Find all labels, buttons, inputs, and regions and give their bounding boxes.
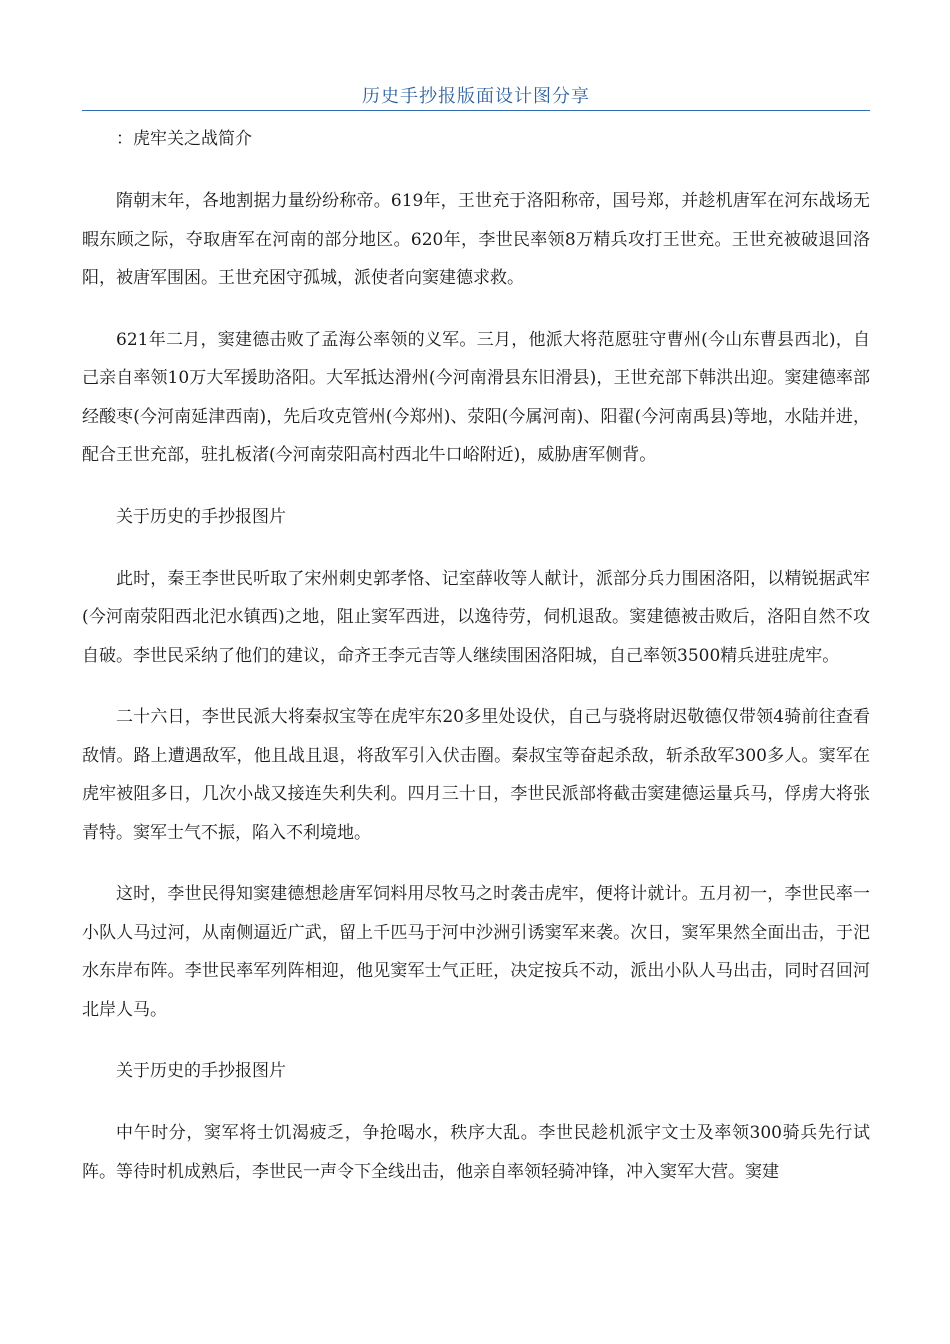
paragraph-6: 中午时分，窦军将士饥渴疲乏，争抢喝水，秩序大乱。李世民趁机派宇文士及率领300骑兵先行试阵。等待时机成熟后，李世民一声令下全线出击，他亲自率领轻骑冲锋，冲入窦军大营。窦建	[82, 1123, 870, 1182]
article-body	[82, 120, 870, 1214]
paragraph-5: 这时，李世民得知窦建德想趁唐军饲料用尽牧马之时袭击虎牢，便将计就计。五月初一，李世民率一小队人马过河，从南侧逼近广武，留上千匹马于河中沙洲引诱窦军来袭。次日，窦军果然全面出击，于汜水东岸布阵。李世民率军列阵相迎，他见窦军士气正旺，决定按兵不动，派出小队人马出击，同时召回河北岸人马。	[82, 884, 870, 1020]
paragraph-2: 621年二月，窦建德击败了孟海公率领的义军。三月，他派大将范愿驻守曹州(今山东曹县西北)，自己亲自率领10万大军援助洛阳。大军抵达滑州(今河南滑县东旧滑县)，王世充部下韩洪出迎。窦建德率部经酸枣(今河南延津西南)，先后攻克管州(今郑州)、荥阳(今属河南)、阳翟(今河南禹县)等地，水陆并进，配合王世充部，驻扎板渚(今河南荥阳高村西北牛口峪附近)，威胁唐军侧背。	[82, 329, 870, 465]
paragraph-1: 隋朝末年，各地割据力量纷纷称帝。619年，王世充于洛阳称帝，国号郑，并趁机唐军在河东战场无暇东顾之际，夺取唐军在河南的部分地区。620年，李世民率领8万精兵攻打王世充。王世充被破退回洛阳，被唐军围困。王世充困守孤城，派使者向窦建德求救。	[82, 191, 870, 288]
page-header	[82, 78, 870, 111]
page-title: 历史手抄报版面设计图分享	[362, 86, 590, 107]
image-caption-2: 关于历史的手抄报图片	[116, 1061, 286, 1081]
intro-label: ：虎牢关之战简介	[116, 129, 252, 149]
paragraph-3: 此时，秦王李世民听取了宋州刺史郭孝恪、记室薛收等人献计，派部分兵力围困洛阳，以精锐据武牢(今河南荥阳西北汜水镇西)之地，阻止窦军西进，以逸待劳，伺机退敌。窦建德被击败后，洛阳自然不攻自破。李世民采纳了他们的建议，命齐王李元吉等人继续围困洛阳城，自己率领3500精兵进驻虎牢。	[82, 568, 870, 666]
image-caption-1: 关于历史的手抄报图片	[116, 506, 286, 527]
paragraph-4: 二十六日，李世民派大将秦叔宝等在虎牢东20多里处设伏，自己与骁将尉迟敬德仅带领4骑前往查看敌情。路上遭遇敌军，他且战且退，将敌军引入伏击圈。秦叔宝等奋起杀敌，斩杀敌军300多人。窦军在虎牢被阻多日，几次小战又接连失利失利。四月三十日，李世民派部将截击窦建德运量兵马，俘虏大将张青特。窦军士气不振，陷入不利境地。	[82, 707, 870, 843]
